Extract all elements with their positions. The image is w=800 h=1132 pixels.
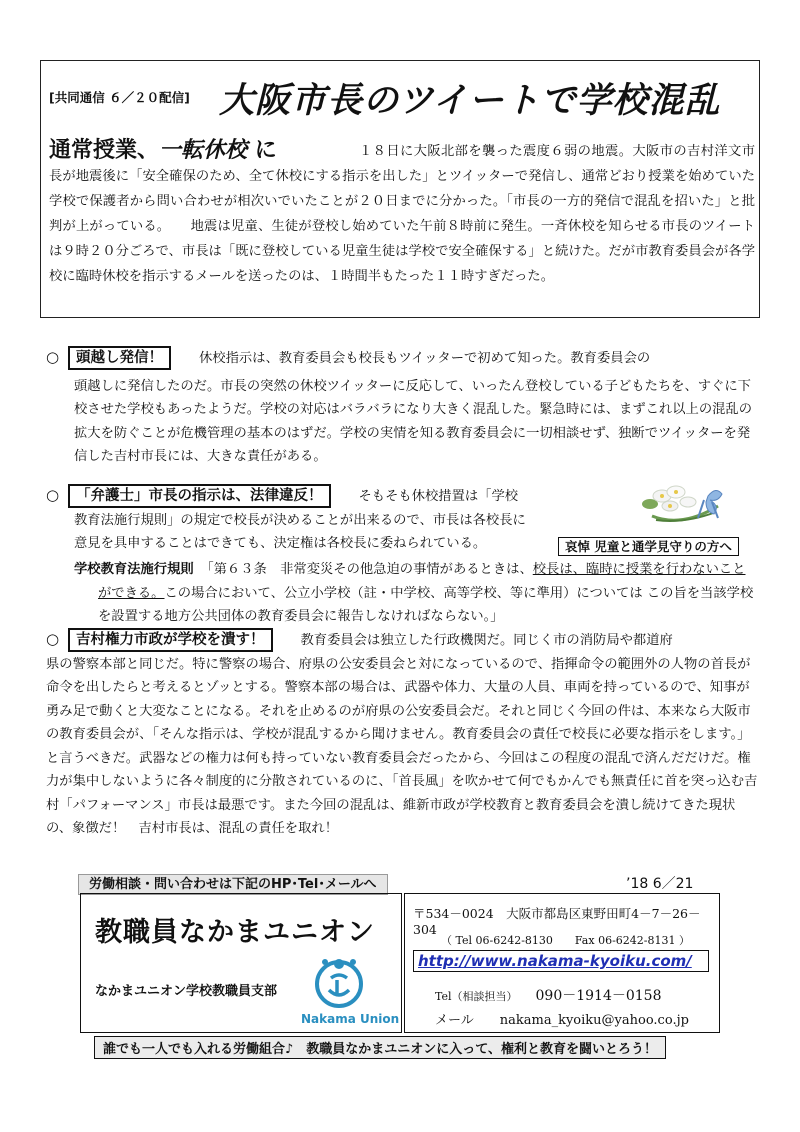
section-first-line — [46, 346, 758, 371]
lead-text: １８日に大阪北部を襲った震度６弱の地震。大阪市の吉村洋文市長が地震後に「安全確保のため、全て休校にする指示を出した」とツイッターで発信し、通常どおり授業を始めていた学校で保護者から問い合わせが相次いでいたことが２０日までに分かった。「市長の一方的発信で混乱を招いた」と批判が上がっている。 地震は児童、生徒が登校し始めていた午前８時前に発生。一斉休校を知らせる市長のツイートは９時２０分ごろで、市長は「既に登校している児童生徒は学校で安全確保する」と続けた。だが市教育委員会が各学校に臨時休校を指示するメールを送ったのは、１時間半もたった１１時すぎだった。 — [49, 144, 755, 284]
website-link[interactable]: http://www.nakama-kyoiku.com/ — [413, 950, 709, 972]
law-part-a: 「第６３条 非常変災その他急迫の事情があるときは、 — [206, 562, 533, 577]
section-body-line2: 教育法施行規則」の規定で校長が決めることが出来るので、市長は各校長に — [74, 512, 526, 528]
union-box — [80, 893, 402, 1033]
section-yoshimura-power — [46, 628, 758, 841]
union-name: 教職員なかまユニオン — [95, 917, 375, 948]
section-first-line — [46, 628, 758, 653]
phone-number[interactable]: 090－1914－0158 — [535, 988, 662, 1004]
page-title: 大阪市長のツイートで学校混乱 — [219, 81, 721, 121]
subhead-part-b: 一転休校 — [159, 138, 248, 163]
law-text — [46, 558, 758, 629]
law-title: 学校教育法施行規則 — [74, 562, 194, 577]
section-first-text: そもそも休校措置は「学校 — [358, 489, 519, 504]
section-first-text: 休校指示は、教育委員会も校長もツイッターで初めて知った。教育委員会の — [199, 351, 651, 366]
section-body-line3: 意見を具申することはできても、決定権は各校長に委ねられている。 — [74, 536, 487, 551]
section-label: 「弁護士」市長の指示は、法律違反！ — [68, 484, 331, 508]
law-part-b: この場合において、公立小学校（註・中学校、高等学校、等に準用）については この旨を当該学校を設置する地方公共団体の教育委員会に報告しなければならない。」 — [98, 585, 754, 624]
source-tag: [共同通信 ６／２０配信] — [49, 90, 190, 105]
mourning-label: 哀悼 児童と通学見守りの方へ — [558, 537, 739, 556]
section-first-text: 教育委員会は独立した行政機関だ。同じく市の消防局や都道府 — [300, 633, 673, 648]
section-body: 頭越しに発信したのだ。市長の突然の休校ツイッターに反応して、いったん登校している子どもたちを、すぐに下校させた学校もあったようだ。学校の対応はバラバラになり大きく混乱した。緊急時には、まずこれ以上の混乱の拡大を防ぐことが危機管理の基本のはずだ。学校の実情を知る教育委員会に一切相談せず、独断でツイッターを発信した吉村市長には、大きな責任がある。 — [74, 378, 753, 464]
phone-label: Tel（相談担当） — [435, 990, 518, 1003]
flower-bouquet-icon — [632, 466, 732, 534]
logo-text: Nakama Union — [301, 1012, 400, 1026]
bullet: ○ — [46, 486, 60, 504]
lead-article-box — [40, 60, 760, 318]
law-underlined: 校長は、臨時に授業を行わないことができる。 — [98, 562, 746, 601]
section-label: 吉村権力市政が学校を潰す！ — [68, 628, 273, 652]
bullet: ○ — [46, 630, 60, 648]
section-first-line — [46, 484, 606, 509]
subhead-part-c: に — [247, 138, 277, 163]
mail-address[interactable]: nakama_kyoiku@yahoo.co.jp — [499, 1013, 689, 1028]
contact-info-box — [404, 893, 720, 1033]
union-branch: なかまユニオン学校教職員支部 — [95, 984, 278, 999]
section-lawyer-mayor — [46, 484, 606, 556]
mail-label: メール — [435, 1013, 474, 1028]
subhead-part-a: 通常授業、 — [49, 138, 160, 163]
contact-strip: 労働相談・問い合わせは下記のHP･Tel･メールへ — [78, 874, 388, 895]
issue-date: ’18 6／21 — [626, 876, 694, 892]
bullet: ○ — [46, 348, 60, 366]
phone-line — [435, 985, 662, 1005]
law-quote — [46, 558, 758, 629]
section-body: 県の警察本部と同じだ。特に警察の場合、府県の公安委員会と対になっているので、指揮命令の範囲外の人物の首長が命令を出したらと考えるとゾッとする。警察本部の場合は、武器や体力、大量の人員、車両を持っているので、知事が勇み足で動くと大変なことになる。それを止めるのが府県の公安委員会だ。それと同じく今回の件は、本来なら大阪市の教育委員会が、「そんな指示は、学校が混乱するから聞けません。教育委員会の責任で校長に必要な指示をします。」と言うべきだ。武器などの権力は何も持っていない教育委員会だったから、今回はこの程度の混乱で済んだだけだ。権力が集中しないように各々制度的に分散されているのに、「首長風」を吹かせて何でもかんでも無責任に首を突っ込む吉村「パフォーマンス」市長は最悪です。また今回の混乱は、維新市政が学校教育と教育委員会を潰し続けてきた現状の、象徴だ！ 吉村市長は、混乱の責任を取れ！ — [46, 656, 758, 836]
address: 〒534－0024 大阪市都島区東野田町4－7－26－304 — [413, 906, 701, 937]
tel-fax: （ Tel 06-6242-8130 Fax 06-6242-8131 ） — [441, 934, 690, 947]
mail-line — [435, 1009, 689, 1028]
section-label: 頭越し発信！ — [68, 346, 171, 370]
slogan: 誰でも一人でも入れる労働組合♪ 教職員なかまユニオンに入って、権利と教育を闘いとろう！ — [94, 1036, 666, 1059]
section-overhead-tweet — [46, 346, 758, 469]
